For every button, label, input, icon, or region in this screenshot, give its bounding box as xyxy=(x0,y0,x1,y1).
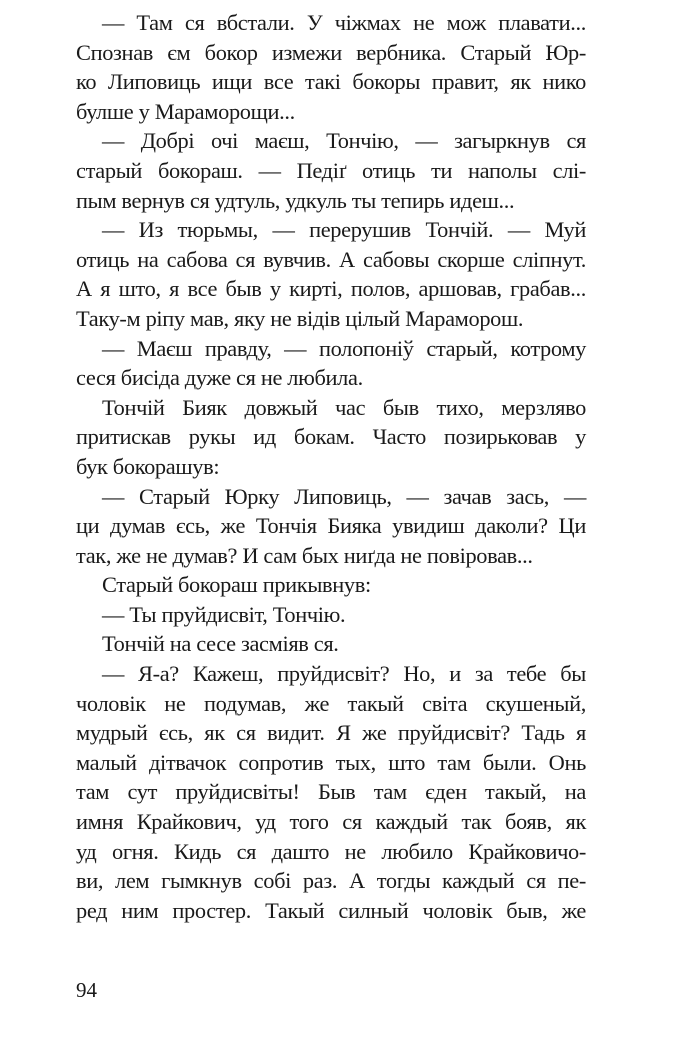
text-line: там сут пруйдисвіты! Быв там єден такый, на xyxy=(76,779,586,805)
text-line: Таку-м ріпу мав, яку не відів цілый Мараморош. xyxy=(76,305,524,331)
text-line: ци думав єсь, же Тончія Бияка увидиш даколи? Ци xyxy=(76,513,586,539)
text-line: — Я-а? Кажеш, пруйдисвіт? Но, и за тебе бы xyxy=(102,661,586,687)
text-line: пым вернув ся удтуль, удкуль ты тепирь идеш... xyxy=(76,187,515,213)
text-line: уд огня. Кидь ся дашто не любило Крайковичо- xyxy=(76,838,586,864)
text-line: чоловік не подумав, же такый світа скушеный, xyxy=(76,690,586,716)
text-line: притискав рукы ид бокам. Часто позирьковав у xyxy=(76,424,586,450)
text-line: Тончій Бияк довжый час быв тихо, мерзляво xyxy=(102,394,586,420)
text-line: Старый бокораш прикывнув: xyxy=(102,572,371,598)
text-line: ред ним простер. Такый силный чоловік быв, же xyxy=(76,897,586,923)
text-line: имня Крайкович, уд того ся каждый так бояв, як xyxy=(76,809,586,835)
text-line: булше у Мараморощи... xyxy=(76,98,295,124)
text-line: Тончій на сесе засміяв ся. xyxy=(102,631,339,657)
text-line: отиць на сабова ся вувчив. А сабовы скорше сліпнут. xyxy=(76,246,586,272)
text-line: малый дітвачок сопротив тых, што там были. Онь xyxy=(76,749,586,775)
text-line: — Ты пруйдисвіт, Тончію. xyxy=(102,601,346,627)
text-line: ви, лем гымкнув собі раз. А тогды каждый ся пе- xyxy=(76,868,586,894)
text-line: старый бокораш. — Педіґ отиць ти наполы слі- xyxy=(76,157,586,183)
page-body xyxy=(76,8,586,925)
text-line: — Маєш правду, — полопоніў старый, котрому xyxy=(102,335,586,361)
page-number: 94 xyxy=(76,978,97,1002)
text-line: сеся бисіда дуже ся не любила. xyxy=(76,365,363,391)
text-line: А я што, я все быв у кирті, полов, аршовав, грабав... xyxy=(76,276,586,302)
text-line: бук бокорашув: xyxy=(76,453,220,479)
text-line: Спознав єм бокор измежи вербника. Старый Юр- xyxy=(76,39,586,65)
text-line: — Добрі очі маєш, Тончію, — загыркнув ся xyxy=(102,128,586,154)
text-line: — Старый Юрку Липовиць, — зачав зась, — xyxy=(102,483,586,509)
text-line: так, же не думав? И сам бых ниґда не повіровав... xyxy=(76,542,533,568)
text-line: мудрый єсь, як ся видит. Я же пруйдисвіт? Тадь я xyxy=(76,720,586,746)
text-line: — Там ся вбстали. У чіжмах не мож плавати... xyxy=(102,10,586,35)
text-line: ко Липовиць ищи все такі бокоры правит, як нико xyxy=(76,69,586,95)
text-line: — Из тюрьмы, — перерушив Тончій. — Муй xyxy=(102,217,586,243)
